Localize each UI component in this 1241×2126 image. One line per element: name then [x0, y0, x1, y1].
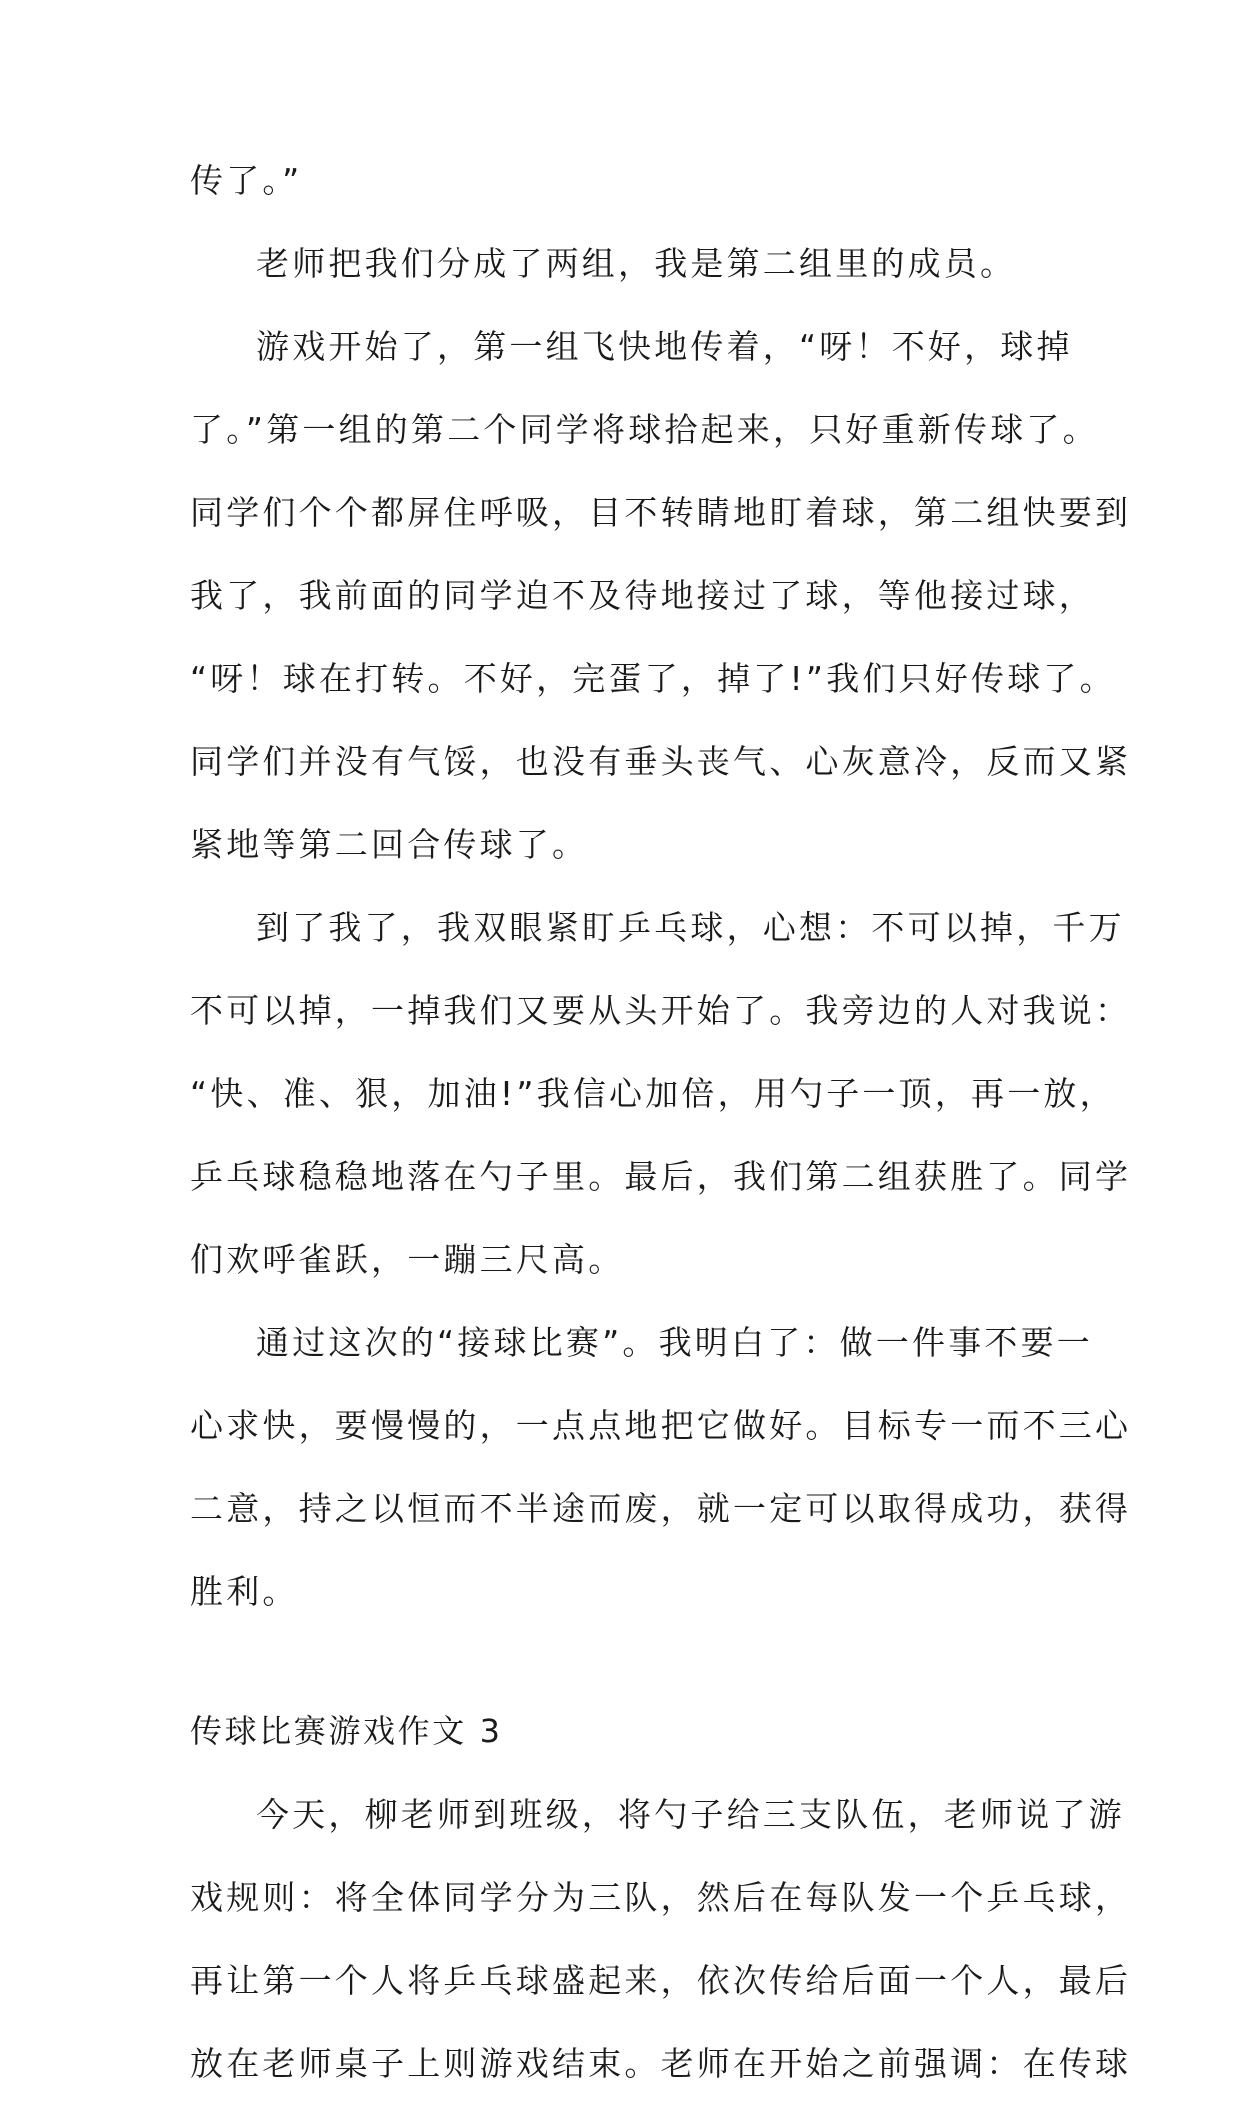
text-line: “呀！球在打转。不好，完蛋了，掉了!”我们只好传球了。 — [190, 659, 1116, 698]
paragraph-start: 通过这次的“接球比赛”。我明白了：做一件事不要一 — [256, 1323, 1093, 1362]
text-line: 同学们并没有气馁，也没有垂头丧气、心灰意冷，反而又紧 — [190, 742, 1132, 781]
text-line: 二意，持之以恒而不半途而废，就一定可以取得成功，获得 — [190, 1489, 1132, 1528]
paragraph-start: 今天，柳老师到班级，将勺子给三支队伍，老师说了游 — [256, 1795, 1125, 1834]
paragraph-start: 游戏开始了，第一组飞快地传着，“呀！不好，球掉 — [256, 327, 1073, 366]
document-body — [190, 160, 1132, 2126]
text-line: 不可以掉，一掉我们又要从头开始了。我旁边的人对我说： — [190, 991, 1132, 1030]
text-line: 放在老师桌子上则游戏结束。老师在开始之前强调：在传球 — [190, 2044, 1132, 2083]
text-line: 们欢呼雀跃，一蹦三尺高。 — [190, 1240, 625, 1279]
section-gap — [190, 1654, 1066, 1679]
paragraph-start: 到了我了，我双眼紧盯乒乓球，心想：不可以掉，千万 — [256, 908, 1125, 947]
text-line: 了。”第一组的第二个同学将球拾起来，只好重新传球了。 — [190, 410, 1099, 449]
section-heading: 传球比赛游戏作文 3 — [190, 1712, 503, 1750]
text-line: 胜利。 — [190, 1572, 299, 1611]
text-line: 戏规则：将全体同学分为三队，然后在每队发一个乒乓球， — [190, 1878, 1132, 1917]
text-line: “快、准、狠，加油!”我信心加倍，用勺子一顶，再一放， — [190, 1074, 1116, 1113]
text-line: 乒乓球稳稳地落在勺子里。最后，我们第二组获胜了。同学 — [190, 1157, 1132, 1196]
text-line: 紧地等第二回合传球了。 — [190, 825, 589, 864]
paragraph-start: 老师把我们分成了两组，我是第二组里的成员。 — [256, 244, 1017, 283]
text-line: 再让第一个人将乒乓球盛起来，依次传给后面一个人，最后 — [190, 1961, 1132, 2000]
text-line: 传了。” — [190, 161, 303, 200]
text-line: 同学们个个都屏住呼吸，目不转睛地盯着球，第二组快要到 — [190, 493, 1132, 532]
text-line: 我了，我前面的同学迫不及待地接过了球，等他接过球， — [190, 576, 1095, 615]
text-line: 心求快，要慢慢的，一点点地把它做好。目标专一而不三心 — [190, 1406, 1132, 1445]
